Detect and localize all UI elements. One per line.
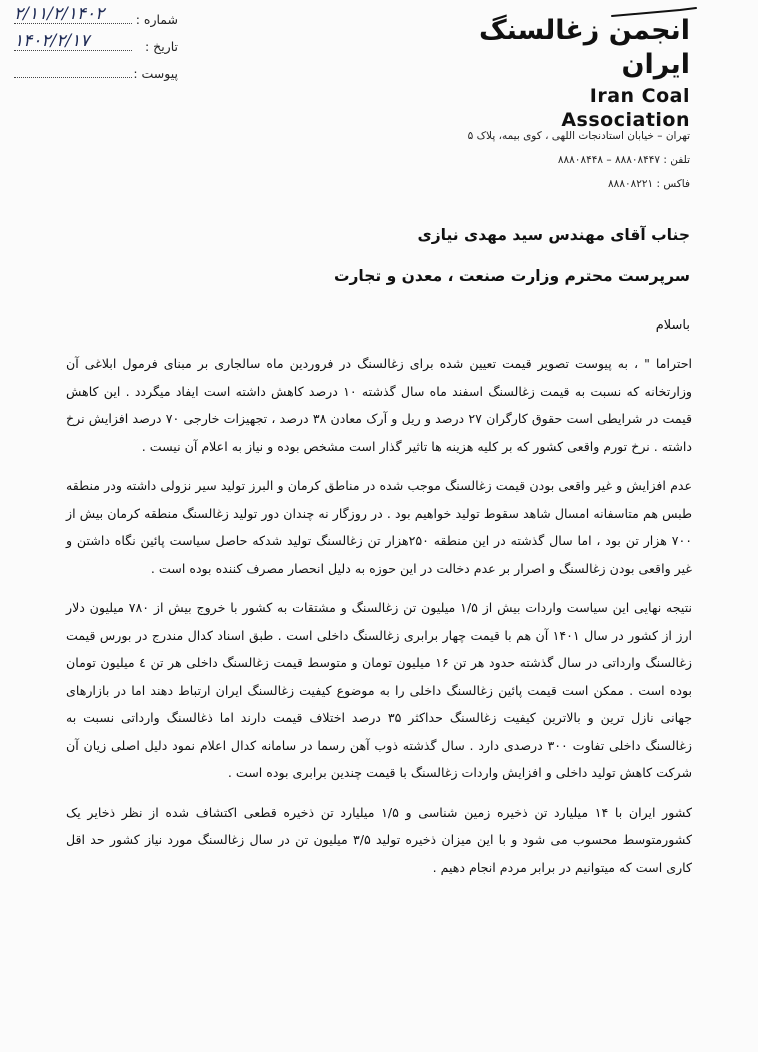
greeting: باسلام: [655, 318, 690, 333]
recipient-block: [190, 222, 690, 289]
logo-persian-name: انجمن زغالسنگ ایران: [478, 15, 690, 80]
body-paragraph: نتیجه نهایی این سیاست واردات بیش از ۱/۵ میلیون تن زغالسنگ و مشتقات به کشور با خروج بیش از ۷۸۰ میلیون دلار ارز از کشور در سال ۱۴۰۱ آن هم با قیمت چهار برابری زغالسنگ داخلی است . طبق اسناد کدال مندرج در بورس قیمت زغالسنگ وارداتی در سال گذشته حدود هر تن ۱۶ میلیون تومان و متوسط قیمت زغالسنگ داخلی هر تن ٤ میلیون تومان بوده است . ممکن است قیمت پائین زغالسنگ داخلی را به موضوع کیفیت زغالسنگ ایران ارتباط دهند اما در بازارهای جهانی نازل ترین و بالاترین کیفیت زغالسنگ حداکثر ۳۵ درصد اختلاف قیمت دارند اما ذغالسنگ وارداتی نسبت به زغالسنگ داخلی تفاوت ۳۰۰ درصدی دارد . سال گذشته ذوب آهن رسما در سامانه کدال اعلام نمود دلیل اصلی زیان آن شرکت کاهش تولید داخلی و افزایش واردات زغالسنگ با قیمت چندین برابری بوده است .: [66, 600, 693, 780]
fax-line: فاکس : ۸۸۸۰۸۲۲۱: [608, 178, 690, 190]
contact-address: [360, 124, 690, 196]
body-paragraph: عدم افزایش و غیر واقعی بودن قیمت زغالسنگ موجب شده در مناطق کرمان و البرز تولید سیر نزولی داشته ودر منطقه طبس هم متاسفانه امسال شاهد سقوط تولید خواهیم بود . در روزگار نه چندان دور تولید زغالسنگ منطقه کرمان بیش از ۷۰۰ هزار تن بود ، اما سال گذشته در این منطقه ۲۵۰هزار تن زغالسنگ تولید شدکه حاصل سیاست پائین نگاه داشتن و غیر واقعی بودن زغالسنگ و اصرار بر عدم دخالت در این حوزه به دلیل انحصار مصرف کننده بوده است .: [66, 478, 692, 576]
phone-line: تلفن : ۸۸۸۰۸۴۴۷ – ۸۸۸۰۸۴۴۸: [557, 154, 690, 166]
letter-body: [66, 350, 692, 893]
body-paragraph: احتراما " ، به پیوست تصویر قیمت تعیین شده برای زغالسنگ در فروردین ماه سالجاری بر مبنای فرمول ابلاغی آن وزارتخانه که نسبت به قیمت زغالسنگ اسفند ماه سال گذشته ۱۰ درصد کاهش داشته است ایفاد میگردد . این کاهش قیمت در شرایطی است حقوق کارگران ۲۷ درصد و ریل و آرک معادن ۳۸ درصد ، تجهیزات خارجی ۷۰ درصد افزایش نرخ داشته . نرخ تورم واقعی کشور که بر کلیه هزینه ها تاثیر گذار است مشخص بوده و نیاز به اعلام آن نیست .: [66, 356, 693, 454]
logo-english-name: Iran Coal Association: [561, 85, 690, 131]
body-paragraph: کشور ایران با ۱۴ میلیارد تن ذخیره زمین شناسی و ۱/۵ میلیارد تن ذخیره قطعی اکتشاف شده از نظر ذخایر یک کشورمتوسط محسوب می شود و با این میزان ذخیره تولید ۳/۵ میلیون تن در سال زغالسنگ مورد نیاز کشور حد اقل کاری است که میتوانیم در برابر مردم انجام دهیم .: [66, 804, 692, 875]
letter-attachment-row: [8, 56, 178, 83]
recipient-name: جناب آقای مهندس سید مهدی نیازی: [417, 226, 690, 244]
address-line: تهران – خیابان استادنجات اللهی ، کوی بیمه، پلاک ۵: [467, 130, 690, 142]
letter-number-row: [8, 2, 178, 29]
letter-number-value: ۲/۱۱/۲/۱۴۰۲: [14, 4, 105, 24]
letter-number-label: شماره :: [135, 12, 178, 27]
letter-attachment-label: پیوست :: [133, 66, 178, 81]
dotted-line: [14, 77, 132, 78]
association-logo: [460, 14, 690, 132]
letter-meta: [8, 2, 178, 83]
recipient-title: سرپرست محترم وزارت صنعت ، معدن و تجارت: [333, 267, 690, 285]
letter-date-value: ۱۴۰۲/۲/۱۷: [14, 31, 90, 51]
letter-date-row: [8, 29, 178, 56]
letter-date-label: تاریخ :: [144, 39, 178, 54]
